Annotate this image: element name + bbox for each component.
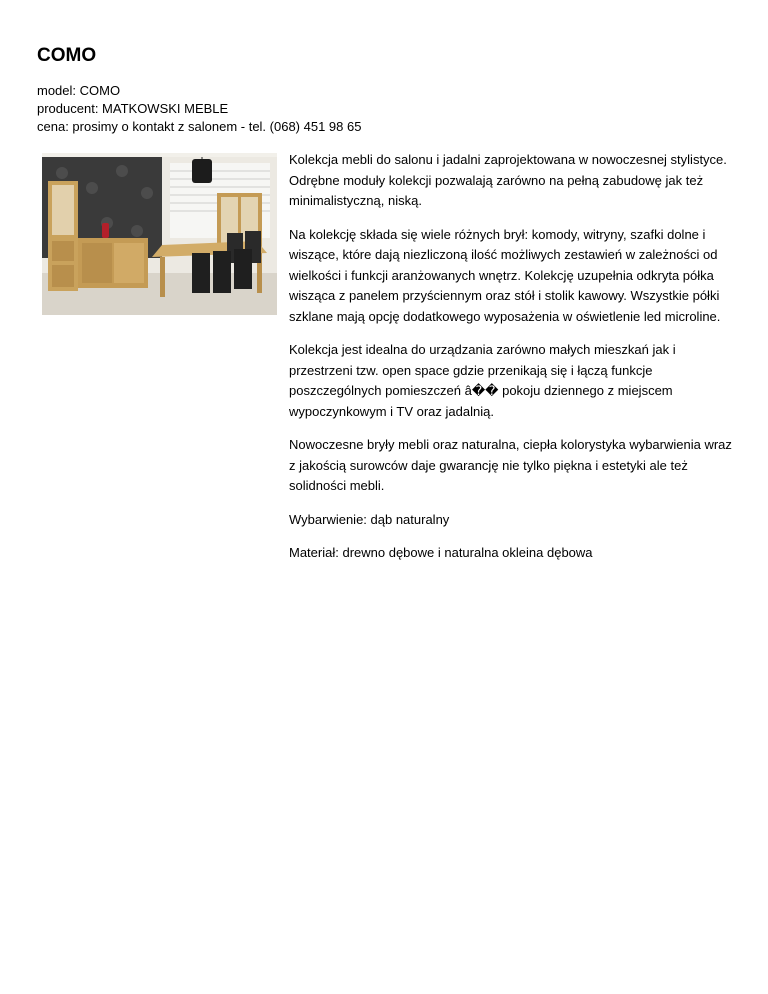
product-photo [42,153,277,315]
material-line: Materiał: drewno dębowe i naturalna okleina dębowa [289,545,593,560]
price-line: cena: prosimy o kontakt z salonem - tel. (068) 451 98 65 [37,119,362,134]
product-description [289,150,737,577]
product-meta [37,82,361,136]
description-paragraph: Na kolekcję składa się wiele różnych brył: komody, witryny, szafki dolne i wiszące, które dają niezliczoną ilość możliwych zestawień w zależności od wielkości i funkcji aranżowanych wnętrz. Kolekcję uzupełnia odkryta półka wisząca z panelem przyściennym oraz stół i stolik kawowy. Wszystkie półki szklane mają opcję dodatkowego wyposażenia w oświetlenie led microline. [289,226,721,324]
description-paragraph: Kolekcja mebli do salonu i jadalni zaprojektowana w nowoczesnej stylistyce. Odrębne moduły kolekcji pozwalają zarówno na pełną zabudowę jak też minimalistyczną, niską. [289,152,727,208]
description-paragraph: Kolekcja jest idealna do urządzania zarówno małych mieszkań jak i przestrzeni tzw. open space gdzie przenikają się i łączą funkcje poszczególnych pomieszczeń â�� pokoju dziennego z miejscem wypoczynkowym i TV oraz jadalnią. [289,342,676,419]
finish-line: Wybarwienie: dąb naturalny [289,511,450,527]
page-title: COMO [37,45,97,66]
producer-line: producent: MATKOWSKI MEBLE [37,101,229,116]
description-paragraph: Nowoczesne bryły mebli oraz naturalna, ciepła kolorystyka wybarwienia wraz z jakością surowców daje gwarancję nie tylko piękna i estetyki ale też solidności mebli. [289,437,732,493]
model-line: model: COMO [37,83,121,98]
